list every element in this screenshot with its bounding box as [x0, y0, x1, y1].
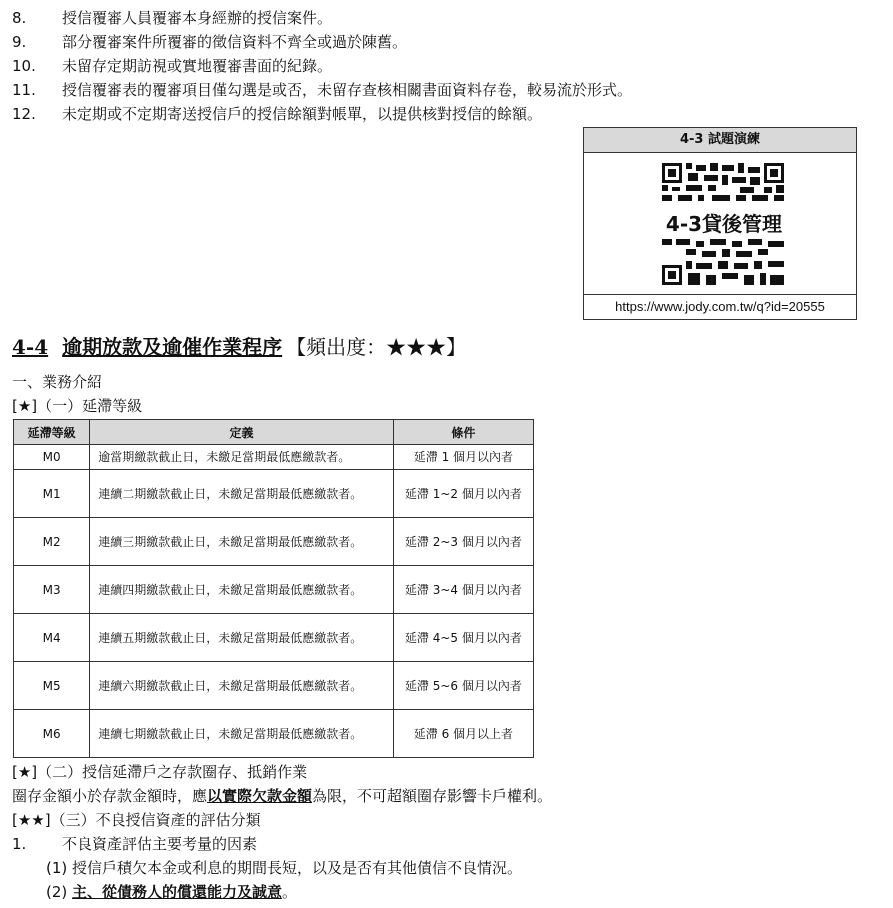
level-cell: M1: [14, 470, 90, 518]
qr-code-image[interactable]: [660, 161, 788, 287]
definition-cell: 連續二期繳款截止日，未繳足當期最低應繳款者。: [90, 470, 394, 518]
text-segment: 。: [282, 883, 298, 901]
sub-point-number: (1): [46, 859, 68, 877]
table-row: [14, 470, 534, 518]
item-text: 授信覆審人員覆審本身經辦的授信案件。: [62, 9, 333, 27]
table-row: [14, 710, 534, 758]
table-row: [14, 445, 534, 470]
definition-cell: 連續七期繳款截止日，未繳足當期最低應繳款者。: [90, 710, 394, 758]
definition-cell: 逾當期繳款截止日，未繳足當期最低應繳款者。: [90, 445, 394, 470]
level-cell: M3: [14, 566, 90, 614]
item-text: 不良資產評估主要考量的因素: [62, 835, 258, 853]
list-item: [12, 103, 542, 125]
item-text: 未定期或不定期寄送授信戶的授信餘額對帳單，以提供核對授信的餘額。: [62, 105, 543, 123]
intro-heading: 一、業務介紹: [12, 373, 103, 391]
level-cell: M2: [14, 518, 90, 566]
condition-cell: 延滯 6 個月以上者: [393, 710, 533, 758]
delay-level-table: [13, 419, 534, 758]
text-segment: 為限，不可超額圈存影響卡戶權利。: [312, 787, 553, 805]
list-item: [12, 79, 632, 101]
item-text: 未留存定期訪視或實地覆審書面的紀錄。: [62, 57, 333, 75]
item-number: 10.: [12, 57, 36, 75]
definition-cell: 連續五期繳款截止日，未繳足當期最低應繳款者。: [90, 614, 394, 662]
column-header: 定義: [90, 420, 394, 445]
deposit-hold-text: [12, 785, 552, 807]
item-number: 9.: [12, 33, 27, 51]
table-row: [14, 518, 534, 566]
qr-box-header: 4-3 試題演練: [584, 128, 856, 153]
qr-url[interactable]: https://www.jody.com.tw/q?id=20555: [584, 294, 856, 319]
definition-cell: 連續三期繳款截止日，未繳足當期最低應繳款者。: [90, 518, 394, 566]
sub-point-number: (2): [46, 883, 68, 901]
list-item: [12, 31, 407, 53]
subheading-deposit-hold: [★]（二）授信延滯戶之存款圈存、抵銷作業: [12, 763, 308, 781]
frequency-rating: 【頻出度：★★★】: [286, 335, 467, 359]
table-header-row: [14, 420, 534, 445]
qr-practice-box: [583, 127, 857, 320]
table-row: [14, 614, 534, 662]
level-cell: M0: [14, 445, 90, 470]
section-title: [12, 333, 466, 361]
condition-cell: 延滯 5~6 個月以內者: [393, 662, 533, 710]
level-cell: M4: [14, 614, 90, 662]
definition-cell: 連續六期繳款截止日，未繳足當期最低應繳款者。: [90, 662, 394, 710]
sub-point: [46, 881, 297, 903]
section-name: 逾期放款及逾催作業程序: [62, 335, 283, 359]
item-number: 12.: [12, 105, 36, 123]
subheading-delay-levels: [★]（一）延滯等級: [12, 397, 143, 415]
condition-cell: 延滯 4~5 個月以內者: [393, 614, 533, 662]
condition-cell: 延滯 3~4 個月以內者: [393, 566, 533, 614]
section-number: 4-4: [12, 335, 49, 359]
qr-label: 4-3貸後管理: [665, 212, 783, 236]
level-cell: M5: [14, 662, 90, 710]
column-header: 條件: [393, 420, 533, 445]
item-text: 授信覆審表的覆審項目僅勾選是或否，未留存查核相關書面資料存卷，較易流於形式。: [62, 81, 633, 99]
item-number: 8.: [12, 9, 27, 27]
emphasis-text: 主、從債務人的償還能力及誠意: [72, 883, 283, 901]
table-row: [14, 662, 534, 710]
condition-cell: 延滯 1 個月以內者: [393, 445, 533, 470]
list-item: [12, 833, 257, 855]
sub-point: [46, 857, 522, 879]
level-cell: M6: [14, 710, 90, 758]
subheading-bad-assets: [★★]（三）不良授信資產的評估分類: [12, 811, 261, 829]
text-segment: 圈存金額小於存款金額時，應: [12, 787, 208, 805]
emphasis-text: 以實際欠款金額: [207, 787, 313, 805]
item-number: 1.: [12, 835, 27, 853]
sub-point-text: 授信戶積欠本金或利息的期間長短，以及是否有其他債信不良情況。: [72, 859, 523, 877]
definition-cell: 連續四期繳款截止日，未繳足當期最低應繳款者。: [90, 566, 394, 614]
list-item: [12, 7, 332, 29]
list-item: [12, 55, 332, 77]
item-number: 11.: [12, 81, 36, 99]
column-header: 延滯等級: [14, 420, 90, 445]
condition-cell: 延滯 1~2 個月以內者: [393, 470, 533, 518]
condition-cell: 延滯 2~3 個月以內者: [393, 518, 533, 566]
table-row: [14, 566, 534, 614]
item-text: 部分覆審案件所覆審的徵信資料不齊全或過於陳舊。: [62, 33, 408, 51]
